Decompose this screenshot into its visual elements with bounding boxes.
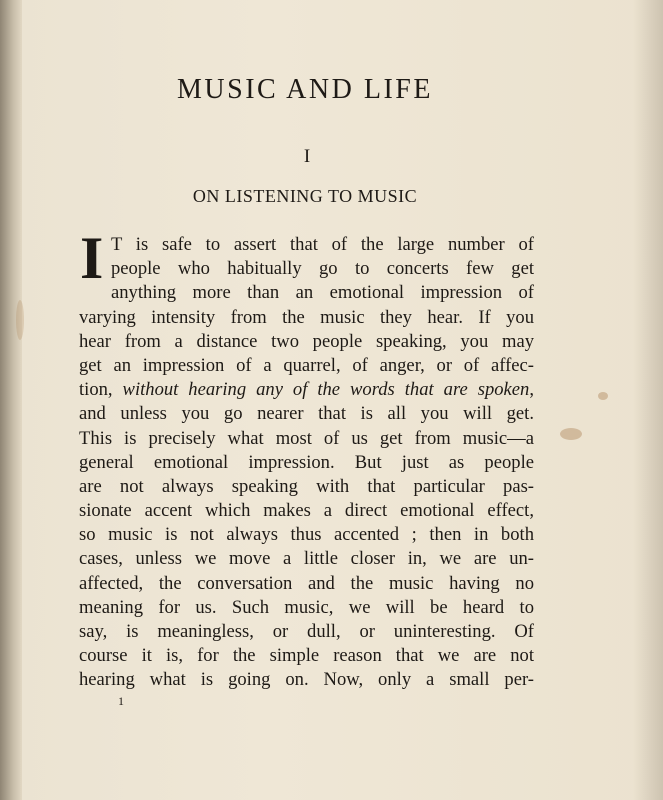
book-title: MUSIC AND LIFE	[177, 74, 433, 105]
text-line: get an impression of a quarrel, of anger, or of affec-	[79, 354, 534, 376]
printer-signature-mark: 1	[118, 694, 124, 708]
text-line: hear from a distance two people speaking, you may	[79, 330, 534, 352]
text-segment: ,	[529, 379, 534, 401]
drop-cap: I	[80, 225, 104, 291]
text-line: so music is not always thus accented ; then in both	[79, 524, 534, 546]
text-line: say, is meaningless, or dull, or uninteresting. Of	[79, 621, 534, 642]
chapter-number: I	[303, 146, 311, 167]
text-line: This is precisely what most of us get from music—a	[79, 427, 534, 449]
text-line: varying intensity from the music they hear. If you	[79, 306, 534, 328]
text-line-italic	[79, 378, 534, 402]
text-line: T is safe to assert that of the large number of	[111, 234, 534, 255]
text-line: people who habitually go to concerts few get	[111, 258, 534, 280]
text-line: and unless you go nearer that is all you will get.	[79, 403, 534, 425]
text-line: course it is, for the simple reason that we are not	[79, 645, 534, 667]
chapter-title: ON LISTENING TO MUSIC	[192, 186, 418, 206]
text-line: sionate accent which makes a direct emotional effect,	[79, 500, 534, 522]
body-paragraph	[79, 225, 534, 693]
text-line: affected, the conversation and the music having no	[79, 572, 534, 594]
text-line: hearing what is going on. Now, only a small per-	[79, 669, 534, 691]
italic-phrase: without hearing any of the words that are spoken	[122, 379, 530, 401]
text-line: cases, unless we move a little closer in, we are un-	[79, 548, 534, 570]
text-segment: tion,	[79, 379, 123, 401]
text-line: meaning for us. Such music, we will be heard to	[79, 596, 534, 618]
text-line: general emotional impression. But just as people	[79, 451, 534, 473]
text-line: anything more than an emotional impression of	[111, 282, 534, 304]
text-line: are not always speaking with that particular pas-	[79, 475, 534, 497]
